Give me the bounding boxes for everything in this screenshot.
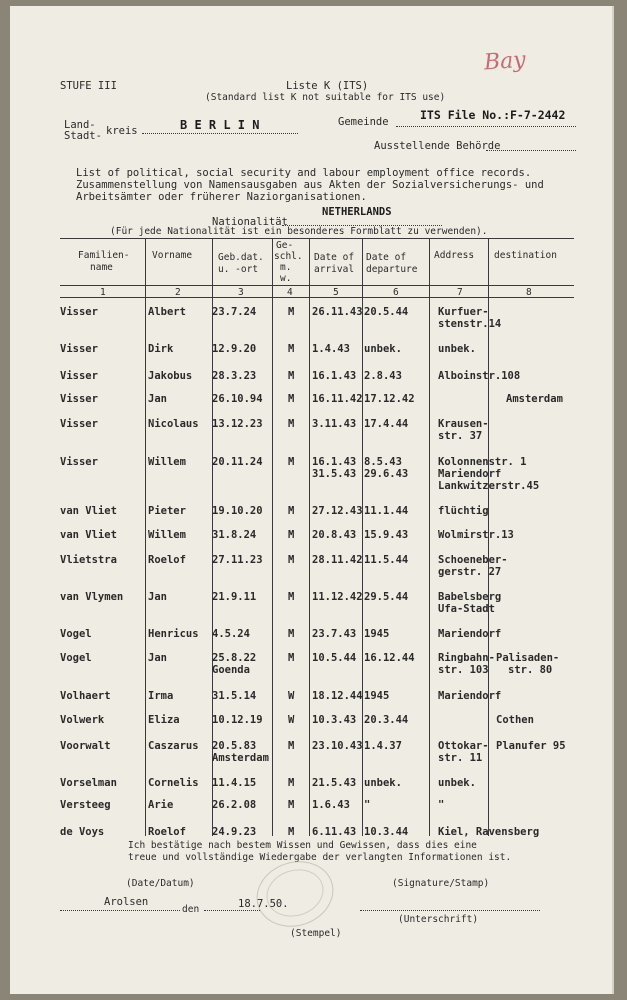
familienname-cell: van Vliet (60, 505, 117, 517)
stempel-label: (Stempel) (290, 928, 342, 939)
departure-date-cell: 16.12.44 (364, 652, 415, 664)
arrival-date-cell: 23.10.43 (312, 740, 363, 752)
geschlecht-cell: W (288, 690, 295, 702)
geschlecht-cell: M (288, 343, 295, 355)
address-cell: Wolmirstr.13 (438, 529, 514, 541)
table-header-line (60, 285, 574, 286)
col-number-1: 1 (100, 287, 106, 298)
geburtsdatum-cell: 23.7.24 (212, 306, 257, 318)
address-cell: " (438, 799, 445, 811)
departure-date-cell: 11.1.44 (364, 505, 409, 517)
description-line-3: Arbeitsämter oder früherer Naziorganisationen. (76, 191, 367, 203)
geburtsdatum-cell: 20.11.24 (212, 456, 263, 468)
vorname-cell: Arie (148, 799, 174, 811)
address-cell: Mariendorf (438, 628, 502, 640)
geburtsdatum-cell: 26.10.94 (212, 393, 263, 405)
geschlecht-cell: W (288, 714, 295, 726)
col4-header-line2: schl. (274, 251, 303, 262)
kreis-dotted-line (142, 133, 298, 134)
date-label: (Date/Datum) (126, 878, 195, 889)
arrival-date-cell: 3.11.43 (312, 418, 357, 430)
departure-date-cell: 1.4.37 (364, 740, 402, 752)
date-dotted-line (204, 910, 260, 911)
confirmation-line-2: treue und vollständige Wiedergabe der verlangten Informationen ist. (128, 852, 512, 863)
departure-date-cell: 2.8.43 (364, 370, 402, 382)
vorname-cell: Willem (148, 529, 186, 541)
vorname-cell: Jan (148, 393, 167, 405)
table-number-line (60, 297, 574, 298)
departure-date-cell: unbek. (364, 343, 402, 355)
departure-date-cell: 1945 (364, 628, 390, 640)
arrival-date-cell: 16.1.43 (312, 370, 357, 382)
col3-header-line1: Geb.dat. (218, 252, 264, 263)
vorname-cell: Albert (148, 306, 186, 318)
gemeinde-label: Gemeinde (338, 116, 389, 128)
geschlecht-cell: M (288, 529, 295, 541)
destination-cell: Amsterdam (506, 393, 563, 405)
vorname-cell: Pieter (148, 505, 186, 517)
address-cell: Kolonnenstr. 1 (438, 456, 527, 468)
destination-cell: Cothen (496, 714, 534, 726)
address-cell: Kurfuer- (438, 306, 489, 318)
address-line-3-cell: Lankwitzerstr.45 (438, 480, 540, 492)
familienname-cell: Visser (60, 456, 98, 468)
address-line-2-cell: str. 37 (438, 430, 483, 442)
geburtsdatum-cell: 4.5.24 (212, 628, 250, 640)
address-line-2-cell: str. 103 (438, 664, 489, 676)
vorname-cell: Caszarus (148, 740, 199, 752)
col4-header-line3: m. (280, 262, 292, 273)
col1-header-line1: Familien- (78, 250, 130, 261)
departure-date-cell: 29.5.44 (364, 591, 409, 603)
col3-header-line2: u. -ort (218, 264, 259, 275)
geschlecht-cell: M (288, 554, 295, 566)
col2-header: Vorname (152, 250, 193, 261)
departure-date-cell: 11.5.44 (364, 554, 409, 566)
address-line-2-cell: str. 11 (438, 752, 483, 764)
land-label: Land- (64, 119, 96, 131)
col6-header-line1: Date of (366, 252, 407, 263)
geburtsort-cell: Amsterdam (212, 752, 269, 764)
familienname-cell: Visser (60, 343, 98, 355)
geschlecht-cell: M (288, 591, 295, 603)
familienname-cell: Visser (60, 418, 98, 430)
date-value: 18.7.50. (238, 898, 289, 910)
familienname-cell: van Vlymen (60, 591, 124, 603)
confirmation-line-1: Ich bestätige nach bestem Wissen und Gewissen, dass dies eine (128, 840, 477, 851)
destination-cell: Palisaden- (496, 652, 560, 664)
address-cell: Ringbahn- (438, 652, 495, 664)
stufe-label: STUFE III (60, 80, 117, 92)
geschlecht-cell: M (288, 652, 295, 664)
departure-date-cell: 1945 (364, 690, 390, 702)
vorname-cell: Jakobus (148, 370, 193, 382)
address-cell: Babelsberg (438, 591, 502, 603)
arrival-date-2-cell: 31.5.43 (312, 468, 357, 480)
geschlecht-cell: M (288, 628, 295, 640)
familienname-cell: Visser (60, 306, 98, 318)
address-line-2-cell: gerstr. 27 (438, 566, 502, 578)
vorname-cell: Henricus (148, 628, 199, 640)
den-label: den (182, 904, 200, 915)
arrival-date-cell: 20.8.43 (312, 529, 357, 541)
col8-header: destination (494, 250, 557, 261)
familienname-cell: Vogel (60, 628, 92, 640)
geschlecht-cell: M (288, 456, 295, 468)
geburtsdatum-cell: 31.5.14 (212, 690, 257, 702)
departure-date-cell: 8.5.43 (364, 456, 402, 468)
departure-date-cell: 20.5.44 (364, 306, 409, 318)
signature-dotted-line (360, 910, 540, 911)
place-value: Arolsen (104, 896, 149, 908)
nationality-label: Nationalität (212, 216, 288, 228)
familienname-cell: Visser (60, 393, 98, 405)
liste-title: Liste K (ITS) (286, 80, 369, 92)
vorname-cell: Eliza (148, 714, 180, 726)
vorname-cell: Nicolaus (148, 418, 199, 430)
address-line-2-cell: Mariendorf (438, 468, 502, 480)
address-cell: Ottokar- (438, 740, 489, 752)
col-divider-4 (309, 238, 310, 836)
signature-label: (Signature/Stamp) (392, 878, 490, 889)
geburtsdatum-cell: 24.9.23 (212, 826, 257, 838)
departure-date-cell: 10.3.44 (364, 826, 409, 838)
arrival-date-cell: 18.12.44 (312, 690, 363, 702)
arrival-date-cell: 23.7.43 (312, 628, 357, 640)
arrival-date-cell: 1.4.43 (312, 343, 350, 355)
geburtsdatum-cell: 13.12.23 (212, 418, 263, 430)
arrival-date-cell: 16.1.43 (312, 456, 357, 468)
kreis-value: B E R L I N (180, 118, 260, 132)
nationality-note: (Für jede Nationalität ist ein besonderes Formblatt zu verwenden). (110, 226, 488, 237)
vorname-cell: Roelof (148, 826, 186, 838)
destination-cell: Planufer 95 (496, 740, 566, 752)
vorname-cell: Dirk (148, 343, 174, 355)
col4-header-line1: Ge- (276, 240, 294, 251)
geburtsdatum-cell: 27.11.23 (212, 554, 263, 566)
arrival-date-cell: 6.11.43 (312, 826, 357, 838)
address-line-2-cell: Ufa-Stadt (438, 603, 495, 615)
arrival-date-cell: 1.6.43 (312, 799, 350, 811)
arrival-date-cell: 28.11.42 (312, 554, 363, 566)
vorname-cell: Cornelis (148, 777, 199, 789)
nationality-value: NETHERLANDS (322, 206, 392, 218)
familienname-cell: Voorwalt (60, 740, 111, 752)
geburtsort-cell: Goenda (212, 664, 250, 676)
stadt-label: Stadt- (64, 130, 102, 142)
address-cell: Krausen- (438, 418, 489, 430)
familienname-cell: Vlietstra (60, 554, 117, 566)
liste-subtitle: (Standard list K not suitable for ITS use) (205, 92, 446, 103)
departure-date-cell: 20.3.44 (364, 714, 409, 726)
geburtsdatum-cell: 26.2.08 (212, 799, 257, 811)
departure-date-cell: 15.9.43 (364, 529, 409, 541)
vorname-cell: Jan (148, 652, 167, 664)
address-cell: unbek. (438, 777, 476, 789)
address-cell: unbek. (438, 343, 476, 355)
familienname-cell: Vogel (60, 652, 92, 664)
col4-header-line4: w. (280, 273, 292, 284)
col-divider-1 (145, 238, 146, 836)
place-dotted-line (60, 910, 180, 911)
geschlecht-cell: M (288, 826, 295, 838)
col7-header: Address (434, 250, 475, 261)
description-line-2: Zusammenstellung von Namensausgaben aus Akten der Sozialversicherungs- und (76, 179, 544, 191)
table-top-line (60, 238, 574, 239)
kreis-label: kreis (106, 125, 138, 137)
address-cell: Schoeneber- (438, 554, 508, 566)
geburtsdatum-cell: 21.9.11 (212, 591, 257, 603)
geschlecht-cell: M (288, 505, 295, 517)
ausstellende-dotted-line (486, 150, 576, 151)
familienname-cell: Versteeg (60, 799, 111, 811)
vorname-cell: Willem (148, 456, 186, 468)
geschlecht-cell: M (288, 393, 295, 405)
familienname-cell: Volhaert (60, 690, 111, 702)
vorname-cell: Roelof (148, 554, 186, 566)
ausstellende-label: Ausstellende Behörde (374, 140, 501, 152)
col-number-8: 8 (526, 287, 532, 298)
arrival-date-cell: 16.11.42 (312, 393, 363, 405)
col1-header-line2: name (90, 262, 113, 273)
arrival-date-cell: 27.12.43 (312, 505, 363, 517)
arrival-date-cell: 10.3.43 (312, 714, 357, 726)
geschlecht-cell: M (288, 418, 295, 430)
departure-date-cell: " (364, 799, 371, 811)
familienname-cell: Visser (60, 370, 98, 382)
address-cell: flüchtig (438, 505, 489, 517)
departure-date-2-cell: 29.6.43 (364, 468, 409, 480)
address-cell: Alboinstr.108 (438, 370, 521, 382)
col5-header-line2: arrival (314, 264, 355, 275)
arrival-date-cell: 11.12.42 (312, 591, 363, 603)
col-number-5: 5 (333, 287, 339, 298)
geschlecht-cell: M (288, 777, 295, 789)
geschlecht-cell: M (288, 740, 295, 752)
geburtsdatum-cell: 12.9.20 (212, 343, 257, 355)
geburtsdatum-cell: 10.12.19 (212, 714, 263, 726)
col-number-6: 6 (393, 287, 399, 298)
geschlecht-cell: M (288, 306, 295, 318)
departure-date-cell: unbek. (364, 777, 402, 789)
geschlecht-cell: M (288, 799, 295, 811)
geburtsdatum-cell: 25.8.22 (212, 652, 257, 664)
col-divider-6 (429, 238, 430, 836)
geburtsdatum-cell: 11.4.15 (212, 777, 257, 789)
familienname-cell: Volwerk (60, 714, 105, 726)
address-line-2-cell: stenstr.14 (438, 318, 502, 330)
geburtsdatum-cell: 19.10.20 (212, 505, 263, 517)
vorname-cell: Irma (148, 690, 174, 702)
col-number-2: 2 (175, 287, 181, 298)
departure-date-cell: 17.12.42 (364, 393, 415, 405)
description-line-1: List of political, social security and labour employment office records. (76, 167, 532, 179)
col5-header-line1: Date of (314, 252, 355, 263)
address-cell: Mariendorf (438, 690, 502, 702)
geschlecht-cell: M (288, 370, 295, 382)
col-number-7: 7 (457, 287, 463, 298)
col-number-4: 4 (287, 287, 293, 298)
arrival-date-cell: 26.11.43 (312, 306, 363, 318)
familienname-cell: Vorselman (60, 777, 117, 789)
col6-header-line2: departure (366, 264, 418, 275)
its-file-label: ITS File No.: (420, 108, 511, 122)
vorname-cell: Jan (148, 591, 167, 603)
unterschrift-label: (Unterschrift) (398, 914, 479, 925)
address-cell: Kiel, Ravensberg (438, 826, 540, 838)
geburtsdatum-cell: 20.5.83 (212, 740, 257, 752)
departure-date-cell: 17.4.44 (364, 418, 409, 430)
arrival-date-cell: 10.5.44 (312, 652, 357, 664)
geburtsdatum-cell: 28.3.23 (212, 370, 257, 382)
arrival-date-cell: 21.5.43 (312, 777, 357, 789)
gemeinde-dotted-line (396, 126, 576, 127)
its-file-value: F-7-2442 (510, 108, 566, 122)
familienname-cell: van Vliet (60, 529, 117, 541)
destination-line-2-cell: str. 80 (508, 664, 553, 676)
familienname-cell: de Voys (60, 826, 105, 838)
geburtsdatum-cell: 31.8.24 (212, 529, 257, 541)
col-divider-3 (272, 238, 273, 836)
handwritten-note: Bay (483, 47, 527, 76)
col-number-3: 3 (238, 287, 244, 298)
